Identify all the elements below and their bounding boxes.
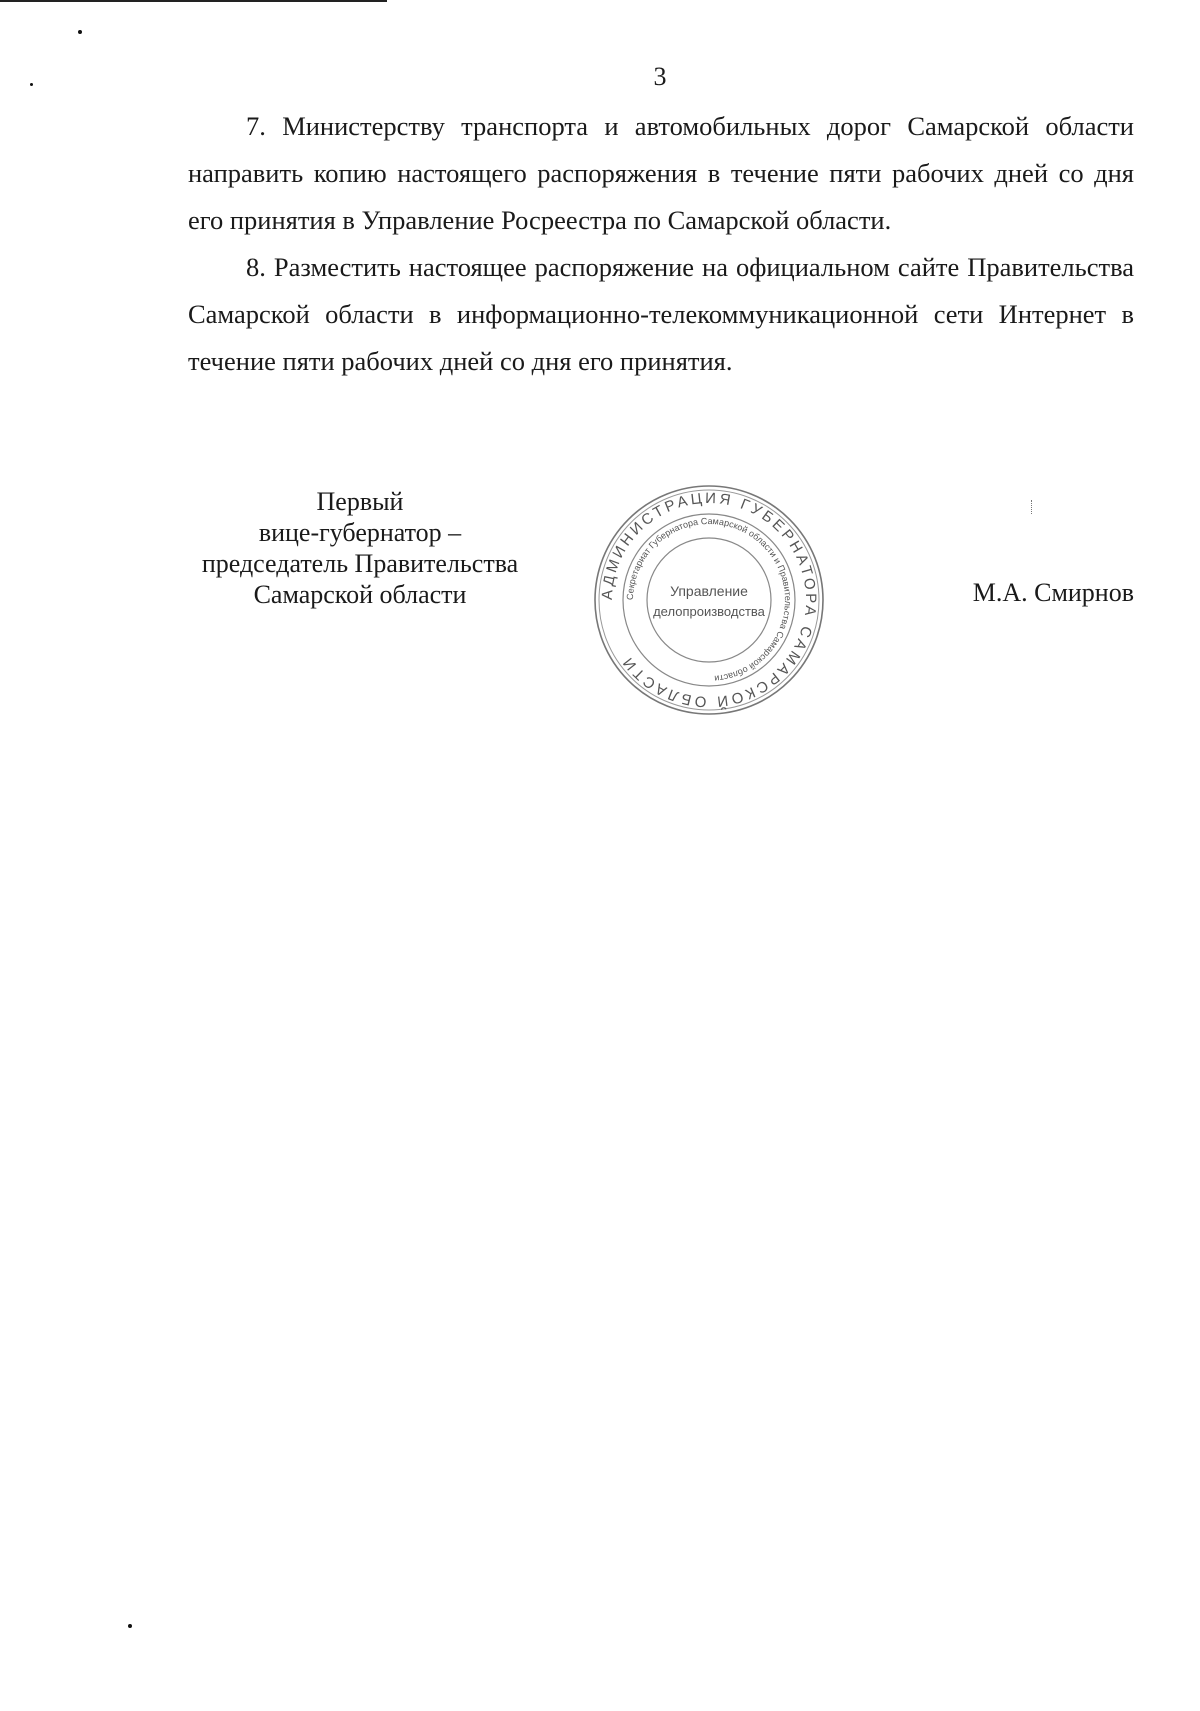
paragraph-number: 8. bbox=[246, 252, 266, 282]
official-stamp bbox=[591, 482, 827, 718]
signer-name: М.А. Смирнов bbox=[972, 578, 1134, 607]
stamp-middle-circle bbox=[623, 514, 795, 686]
paragraph-number: 7. bbox=[246, 111, 266, 141]
signer-title bbox=[170, 486, 550, 610]
signer-title-line: Самарской области bbox=[253, 580, 467, 609]
scan-speck bbox=[78, 30, 82, 34]
paragraph-text: Разместить настоящее распоряжение на официальном сайте Правительства Самарской области в информационно-телекоммуникационной сети Интернет в течение пяти рабочих дней со дня его принятия. bbox=[188, 252, 1134, 376]
paragraph-7 bbox=[188, 103, 1134, 244]
stamp-center-line-1: Управление bbox=[670, 583, 748, 599]
stamp-middle-ring-text: Секретариат Губернатора Самарской области и Правительства Самарской области bbox=[624, 515, 794, 684]
margin-mark bbox=[1031, 500, 1033, 514]
paragraph-text: Министерству транспорта и автомобильных дорог Самарской области направить копию настоящего распоряжения в течение пяти рабочих дней со дня его принятия в Управление Росреестра по Самарской области. bbox=[188, 111, 1134, 235]
stamp-outer-ring-text: АДМИНИСТРАЦИЯ ГУБЕРНАТОРА САМАРСКОЙ ОБЛАСТИ bbox=[598, 489, 820, 711]
scan-speck bbox=[128, 1624, 132, 1628]
paragraph-8 bbox=[188, 244, 1134, 385]
stamp-inner-circle bbox=[647, 538, 771, 662]
stamp-center-line-2: делопроизводства bbox=[653, 604, 765, 619]
page-number: 3 bbox=[653, 62, 667, 91]
signer-title-line: председатель Правительства bbox=[201, 549, 519, 578]
stamp-graphic bbox=[591, 482, 827, 718]
scan-edge-line bbox=[0, 0, 387, 2]
signer-title-line: вице-губернатор – bbox=[258, 518, 462, 547]
document-body bbox=[188, 103, 1134, 385]
signer-title-line: Первый bbox=[316, 487, 404, 516]
